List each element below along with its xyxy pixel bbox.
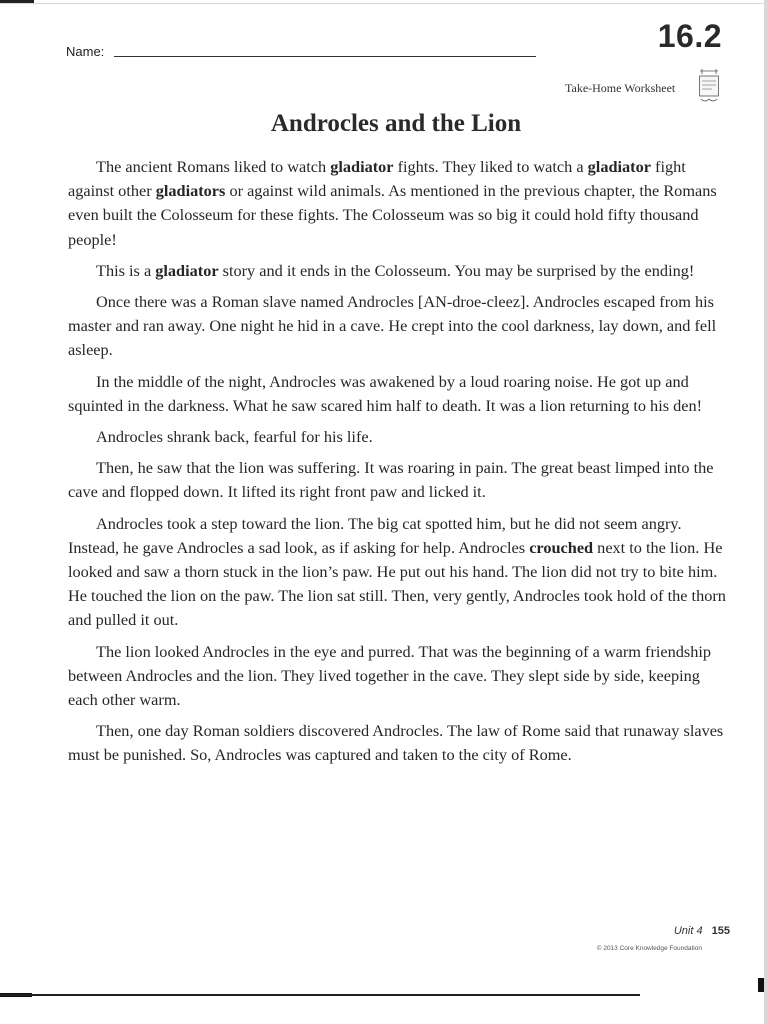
vocabulary-word: crouched bbox=[529, 537, 594, 557]
paragraph-text: fight against other bbox=[68, 157, 686, 201]
worksheet-number: 16.2 bbox=[657, 18, 722, 54]
story-paragraph bbox=[68, 512, 728, 633]
paragraph-text: Then, one day Roman soldiers discovered Androcles. The law of Rome said that runaway slaves must be punished. So, Androcles was captured and taken to the city of Rome. bbox=[68, 721, 724, 765]
story-paragraph bbox=[68, 155, 728, 252]
name-label: Name: bbox=[66, 44, 105, 59]
paragraph-text: This is a bbox=[96, 260, 156, 280]
copyright-notice: © 2013 Core Knowledge Foundation bbox=[596, 945, 702, 952]
story-paragraph bbox=[68, 290, 728, 363]
scan-edge-line bbox=[0, 3, 768, 4]
paragraph-text: Once there was a Roman slave named Androcles [AN-droe-cleez]. Androcles escaped from his master and ran away. One night he hid in a cave. He crept into the cool darkness, lay down, and fell asleep. bbox=[68, 292, 717, 360]
story-paragraph bbox=[68, 425, 728, 449]
paragraph-text: Androcles shrank back, fearful for his life. bbox=[96, 427, 373, 447]
vocabulary-word: gladiators bbox=[155, 181, 226, 201]
paragraph-text: story and it ends in the Colosseum. You may be surprised by the ending! bbox=[218, 260, 695, 280]
paragraph-text: or against wild animals. As mentioned in the previous chapter, the Romans even built the Colosseum for these fights. The Colosseum was so big it could hold fifty thousand people! bbox=[68, 181, 717, 249]
page-number: 155 bbox=[711, 925, 730, 937]
paragraph-text: Androcles took a step toward the lion. The big cat spotted him, but he did not seem angry. Instead, he gave Androcles a sad look, as if asking for help. Androcles bbox=[68, 513, 682, 557]
story-paragraph bbox=[68, 370, 728, 418]
story-paragraph bbox=[68, 719, 728, 767]
name-underline bbox=[114, 56, 536, 57]
take-home-icon bbox=[697, 68, 721, 106]
vocabulary-word: gladiator bbox=[330, 157, 394, 176]
paragraph-text: The lion looked Androcles in the eye and purred. That was the beginning of a warm friendship between Androcles and the lion. They lived together in the cave. They slept side by side, keeping each other warm. bbox=[68, 641, 712, 710]
vocabulary-word: gladiator bbox=[587, 157, 651, 176]
story-paragraph bbox=[68, 259, 728, 283]
scan-bottom-line bbox=[0, 994, 640, 996]
unit-label: Unit 4 bbox=[673, 925, 703, 937]
story-text bbox=[68, 155, 728, 775]
story-paragraph bbox=[68, 456, 728, 504]
footer-unit-page bbox=[674, 925, 730, 937]
scan-right-edge bbox=[764, 0, 768, 1024]
worksheet-type-label: Take-Home Worksheet bbox=[565, 81, 676, 95]
paragraph-text: The ancient Romans liked to watch bbox=[96, 157, 331, 176]
paragraph-text: next to the lion. He looked and saw a thorn stuck in the lion’s paw. He put out his hand. The lion did not try to bite him. He touched the lion on the paw. The lion sat still. Then, very gently, Androcles took hold of the thorn and pulled it out. bbox=[68, 537, 726, 630]
story-paragraph bbox=[68, 640, 728, 713]
scan-edge-mark bbox=[758, 978, 764, 992]
vocabulary-word: gladiator bbox=[155, 260, 219, 280]
paragraph-text: In the middle of the night, Androcles was awakened by a loud roaring noise. He got up and squinted in the darkness. What he saw scared him half to death. It was a lion returning to his den! bbox=[68, 371, 703, 415]
page-title: Androcles and the Lion bbox=[270, 110, 522, 137]
paragraph-text: Then, he saw that the lion was suffering. It was roaring in pain. The great beast limped into the cave and flopped down. It lifted its right front paw and licked it. bbox=[68, 458, 714, 502]
paragraph-text: fights. They liked to watch a bbox=[393, 157, 588, 176]
name-field[interactable] bbox=[66, 44, 536, 62]
